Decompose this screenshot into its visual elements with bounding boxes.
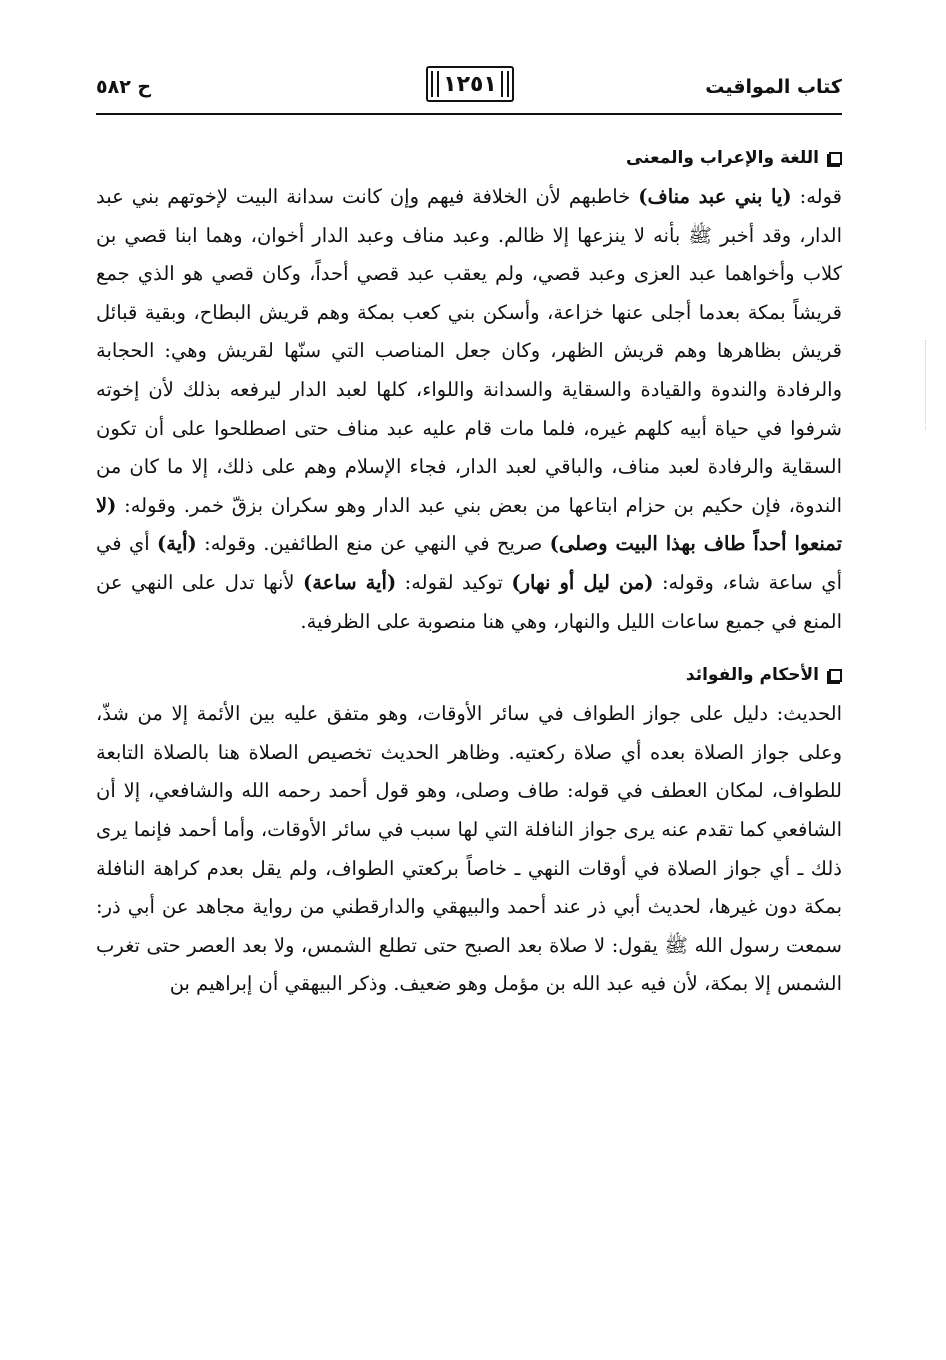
checkbox-icon	[829, 669, 842, 682]
section-heading-language	[96, 138, 842, 178]
checkbox-icon	[829, 152, 842, 165]
section-heading-rulings	[96, 655, 842, 695]
scan-margin-mark	[917, 340, 926, 430]
book-title: كتاب المواقيت	[705, 76, 842, 98]
section-heading-text: الأحكام والفوائد	[685, 665, 819, 686]
page-number: ١٢٥١	[426, 66, 514, 102]
page-header	[96, 66, 842, 110]
page-content	[96, 138, 842, 1004]
header-divider	[96, 113, 842, 115]
section-paragraph-rulings: الحديث: دليل على جواز الطواف في سائر الأوقات، وهو متفق عليه بين الأئمة إلا من شذّ، وعلى جواز الصلاة بعده أي صلاة ركعتيه. وظاهر الحديث تخصيص الصلاة هنا بالصلاة التابعة للطواف، لمكان العطف في قوله: طاف وصلى، وهو قول أحمد رحمه الله والشافعي، إلا أن الشافعي كما تقدم عنه يرى جواز النافلة التي لها سبب في سائر الأوقات، وأما أحمد فإنما يرى ذلك ـ أي جواز الصلاة في أوقات النهي ـ خاصاً بركعتي الطواف، ولم يقل بعدم كراهة النافلة بمكة دون غيرها، لحديث أبي ذر عند أحمد والبيهقي والدارقطني من رواية مجاهد عن أبي ذر: سمعت رسول الله ﷺ يقول: لا صلاة بعد الصبح حتى تطلع الشمس، ولا بعد العصر حتى تغرب الشمس إلا بمكة، لأن فيه عبد الله بن مؤمل وهو ضعيف. وذكر البيهقي أن إبراهيم بن	[96, 702, 842, 996]
section-paragraph-language: قوله: (يا بني عبد مناف) خاطبهم لأن الخلافة فيهم وإن كانت سدانة البيت لإخوتهم بني عبد الدار، وقد أخبر ﷺ بأنه لا ينزعها إلا ظالم. وعبد مناف وعبد الدار أخوان، وهما ابنا قصي بن كلاب وأخواهما عبد العزى وعبد قصي، ولم يعقب عبد قصي أحداً، وكان قصي هو الذي جمع قريشاً بمكة بعدما أجلى عنها خزاعة، وأسكن بني كعب بمكة وهم قريش البطاح، وبقية قبائل قريش بظاهرها وهم قريش الظهر، وكان جعل المناصب التي سنّها لقريش وهي: الحجابة والرفادة والندوة والقيادة والسقاية والسدانة واللواء، كلها لعبد الدار ليرفعه بذلك لأن إخوته شرفوا في حياة أبيه كلهم غيره، فلما مات قام عليه عبد مناف حتى اصطلحوا على أن تكون السقاية والرفادة لعبد مناف، والباقي لعبد الدار، فجاء الإسلام وهم على ذلك، إلا ما كان من الندوة، فإن حكيم بن حزام ابتاعها من بعض بني عبد الدار وهو سكران بزقّ خمر. وقوله: (لا تمنعوا أحداً طاف بهذا البيت وصلى) صريح في النهي عن منع الطائفين. وقوله: (أية) أي في أي ساعة شاء، وقوله: (من ليل أو نهار) توكيد لقوله: (أية ساعة) لأنها تدل على النهي عن المنع في جميع ساعات الليل والنهار، وهي هنا منصوبة على الظرفية.	[96, 185, 843, 633]
hadith-reference: ح ٥٨٢	[96, 76, 152, 98]
section-heading-text: اللغة والإعراب والمعنى	[626, 148, 819, 168]
